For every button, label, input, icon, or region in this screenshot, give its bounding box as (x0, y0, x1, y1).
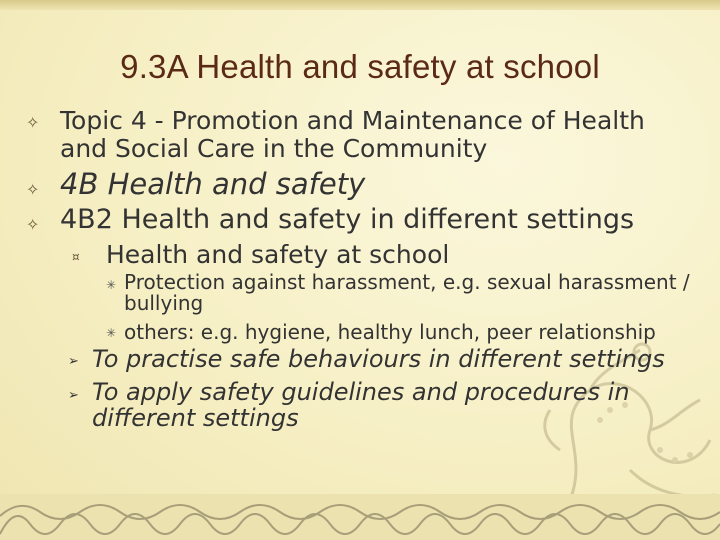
point-bullet-others: others: e.g. hygiene, healthy lunch, peer relationship (124, 320, 656, 344)
top-border (0, 0, 720, 10)
currency-bullet-icon: ¤ (72, 250, 80, 264)
goal-bullet-apply: To apply safety guidelines and procedures in different settings (92, 378, 630, 432)
diamond-star-bullet-icon: ✧ (26, 180, 40, 199)
wave-border-decoration (0, 494, 720, 540)
topic-bullet: Topic 4 - Promotion and Maintenance of Health and Social Care in the Community (60, 106, 645, 163)
section-bullet: 4B Health and safety (60, 167, 366, 201)
diamond-star-bullet-icon: ✧ (26, 215, 40, 234)
point-bullet-harassment: Protection against harassment, e.g. sexual harassment / bullying (124, 270, 690, 315)
arrow-bullet-icon: ➢ (68, 388, 79, 403)
setting-bullet: Health and safety at school (106, 240, 450, 269)
arrow-bullet-icon: ➢ (68, 354, 79, 369)
subsection-bullet: 4B2 Health and safety in different settings (60, 204, 635, 235)
goal-bullet-practise: To practise safe behaviours in different settings (92, 345, 665, 373)
asterisk-bullet-icon: ✳ (106, 326, 117, 340)
slide-title: 9.3A Health and safety at school (120, 48, 600, 85)
asterisk-bullet-icon: ✳ (106, 278, 117, 292)
diamond-star-bullet-icon: ✧ (26, 113, 40, 132)
